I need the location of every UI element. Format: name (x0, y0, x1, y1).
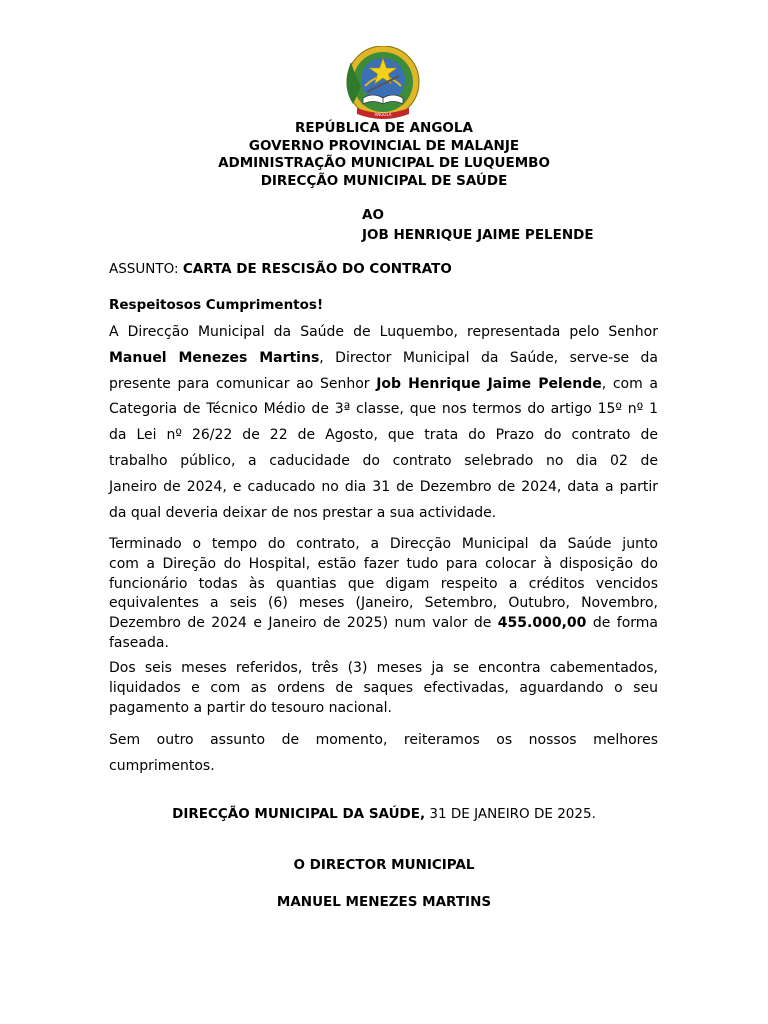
recipient-block (362, 206, 594, 245)
p1-text: presente para comunicar ao Senhor (109, 375, 370, 392)
header-directorate: DIRECÇÃO MUNICIPAL DE SAÚDE (260, 172, 508, 189)
p2-line: com a Direção do Hospital, estão fazer tudo para colocar à disposição do (109, 555, 658, 572)
signature-name: MANUEL MENEZES MARTINS (276, 894, 492, 910)
paragraph-3 (109, 659, 658, 718)
p1-line: Categoria de Técnico Médio de 3ª classe, que nos termos do artigo 15º nº 1 (109, 401, 658, 418)
signature-place: DIRECÇÃO MUNICIPAL DA SAÚDE, (172, 806, 426, 822)
subject-value: CARTA DE RESCISÃO DO CONTRATO (182, 261, 452, 277)
p1-line: da qual deveria deixar de nos prestar a sua actividade. (109, 504, 497, 521)
paragraph-1 (109, 320, 658, 526)
p2-line (109, 614, 658, 634)
p1-line: A Direcção Municipal da Saúde de Luquembo, representada pelo Senhor (109, 324, 658, 340)
recipient-to: AO (362, 207, 384, 223)
greeting: Respeitosos Cumprimentos! (109, 297, 324, 313)
p1-line (109, 346, 658, 372)
p2-line: Terminado o tempo do contrato, a Direcção Municipal da Saúde junto (109, 536, 658, 552)
p2-line: equivalentes a seis (6) meses (Janeiro, Setembro, Outubro, Novembro, (109, 595, 658, 612)
p4-line: cumprimentos. (109, 758, 215, 774)
banner-text: ANGOLA (374, 112, 392, 117)
p3-line: pagamento a partir do tesouro nacional. (109, 699, 392, 716)
p1-text: , Director Municipal da Saúde, serve-se da (319, 349, 658, 366)
p2-line: faseada. (109, 634, 169, 651)
director-name: Manuel Menezes Martins (109, 349, 320, 366)
subject-line (109, 261, 452, 277)
p3-line: liquidados e com as ordens de saques efectivadas, aguardando o seu (109, 679, 658, 696)
p1-text: , com a (601, 375, 658, 392)
p2-text: de forma (592, 615, 658, 632)
paragraph-2 (109, 535, 658, 654)
p2-text: Dezembro de 2024 e Janeiro de 2025) num valor de (109, 615, 492, 632)
coat-of-arms-emblem (333, 46, 433, 122)
amount-value: 455.000,00 (497, 615, 587, 632)
p1-line (109, 372, 658, 398)
header-administration: ADMINISTRAÇÃO MUNICIPAL DE LUQUEMBO (218, 155, 550, 171)
signature-date: 31 DE JANEIRO DE 2025 (429, 806, 592, 822)
employee-name: Job Henrique Jaime Pelende (376, 375, 602, 392)
signature-title: O DIRECTOR MUNICIPAL (293, 857, 475, 873)
signature-place-date (0, 806, 768, 822)
header-republic: REPÚBLICA DE ANGOLA (295, 120, 473, 136)
p1-line: Janeiro de 2024, e caducado no dia 31 de Dezembro de 2024, data a partir (109, 478, 658, 495)
p1-line: trabalho público, a caducidade do contrato selebrado no dia 02 de (109, 452, 658, 469)
subject-label: ASSUNTO: (109, 261, 179, 277)
p3-line: Dos seis meses referidos, três (3) meses ja se encontra cabementados, (109, 660, 658, 676)
p2-line: funcionário todas às quantias que digam respeito a créditos vencidos (109, 575, 658, 592)
letter-header (0, 120, 768, 190)
recipient-name: JOB HENRIQUE JAIME PELENDE (362, 226, 594, 243)
signature-period: . (591, 806, 596, 822)
header-province: GOVERNO PROVINCIAL DE MALANJE (248, 137, 520, 154)
p1-line: da Lei nº 26/22 de 22 de Agosto, que trata do Prazo do contrato de (109, 427, 658, 444)
p4-line: Sem outro assunto de momento, reiteramos os nossos melhores (109, 732, 658, 748)
paragraph-4 (109, 727, 658, 779)
